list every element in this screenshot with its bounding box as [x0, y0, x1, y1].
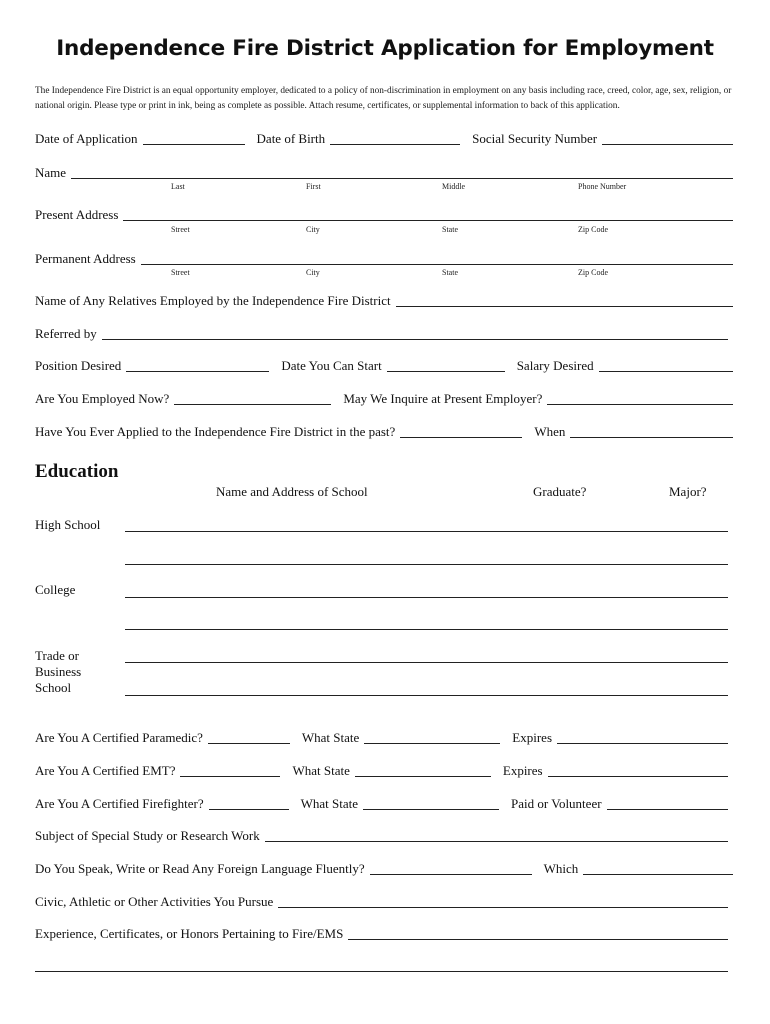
- permanent-sub-state: State: [442, 268, 458, 277]
- intro-paragraph: The Independence Fire District is an equal opportunity employer, dedicated to a policy of non-discrimination in employment on any basis including race, creed, color, age, sex, religion, or national origin. Please type or print in ink, being as complete as possible. Attach resume, certificates, or supplemental information to back of this application.: [35, 86, 732, 111]
- permanent-sub-zip: Zip Code: [578, 268, 608, 277]
- employed-now-label: Are You Employed Now?: [35, 391, 170, 406]
- emt-expires-field[interactable]: [548, 775, 728, 777]
- present-sub-state: State: [442, 225, 458, 234]
- activities-label: Civic, Athletic or Other Activities You Pursue: [35, 894, 274, 909]
- row-firefighter: [35, 796, 728, 812]
- activities-field[interactable]: [278, 906, 728, 908]
- row-relatives: [35, 293, 733, 309]
- row-referred-by: [35, 326, 728, 342]
- experience-field[interactable]: [348, 938, 728, 940]
- paramedic-field[interactable]: [208, 742, 290, 744]
- present-sub-city: City: [306, 225, 320, 234]
- inquire-label: May We Inquire at Present Employer?: [343, 391, 543, 406]
- row-emt: [35, 763, 728, 779]
- trade-label-line-3: School: [35, 680, 72, 695]
- firefighter-label: Are You A Certified Firefighter?: [35, 796, 204, 811]
- trade-school-label: [35, 648, 81, 696]
- row-position: [35, 358, 733, 374]
- which-label: Which: [543, 861, 579, 876]
- permanent-address-field[interactable]: [141, 263, 733, 265]
- present-address-field[interactable]: [123, 219, 733, 221]
- start-date-field[interactable]: [387, 370, 505, 372]
- languages-field[interactable]: [370, 873, 532, 875]
- paramedic-state-field[interactable]: [364, 742, 500, 744]
- trade-line-2[interactable]: [125, 695, 728, 696]
- paid-volunteer-field[interactable]: [607, 808, 728, 810]
- trade-label-line-2: Business: [35, 664, 82, 679]
- special-study-label: Subject of Special Study or Research Work: [35, 828, 260, 843]
- name-sub-middle: Middle: [442, 182, 466, 191]
- firefighter-state-label: What State: [300, 796, 359, 811]
- paramedic-expires-field[interactable]: [557, 742, 728, 744]
- date-of-application-label: Date of Application: [35, 131, 138, 146]
- relatives-field[interactable]: [396, 305, 733, 307]
- row-applied-before: [35, 424, 733, 440]
- name-sub-last: Last: [171, 182, 185, 191]
- permanent-sub-street: Street: [171, 268, 190, 277]
- education-heading: Education: [35, 461, 119, 482]
- position-desired-label: Position Desired: [35, 358, 122, 373]
- special-study-field[interactable]: [265, 840, 728, 842]
- row-present-address: [35, 207, 733, 223]
- present-address-label: Present Address: [35, 207, 119, 222]
- row-permanent-address: [35, 251, 733, 267]
- row-experience: [35, 926, 728, 942]
- firefighter-state-field[interactable]: [363, 808, 499, 810]
- when-field[interactable]: [570, 436, 733, 438]
- college-line-2[interactable]: [125, 629, 728, 630]
- trade-label-line-1: Trade or: [35, 648, 79, 663]
- salary-field[interactable]: [599, 370, 733, 372]
- date-of-birth-label: Date of Birth: [256, 131, 326, 146]
- experience-label: Experience, Certificates, or Honors Pertaining to Fire/EMS: [35, 926, 344, 941]
- name-field[interactable]: [71, 177, 733, 179]
- position-desired-field[interactable]: [126, 370, 269, 372]
- row-special-study: [35, 828, 728, 844]
- referred-by-field[interactable]: [102, 338, 728, 340]
- emt-label: Are You A Certified EMT?: [35, 763, 176, 778]
- form-title: Independence Fire District Application for Employment: [56, 36, 714, 61]
- high-school-line-2[interactable]: [125, 564, 728, 565]
- experience-extra-line[interactable]: [35, 971, 728, 972]
- applied-before-field[interactable]: [400, 436, 522, 438]
- salary-label: Salary Desired: [516, 358, 594, 373]
- relatives-label: Name of Any Relatives Employed by the Independence Fire District: [35, 293, 391, 308]
- present-sub-street: Street: [171, 225, 190, 234]
- firefighter-field[interactable]: [209, 808, 289, 810]
- row-name: [35, 165, 733, 181]
- present-sub-zip: Zip Code: [578, 225, 608, 234]
- graduate-column-header: Graduate?: [533, 484, 587, 499]
- inquire-field[interactable]: [547, 403, 733, 405]
- which-field[interactable]: [583, 873, 733, 875]
- employed-now-field[interactable]: [174, 403, 331, 405]
- paramedic-state-label: What State: [301, 730, 360, 745]
- row-dates: [35, 131, 733, 147]
- referred-by-label: Referred by: [35, 326, 97, 341]
- date-of-birth-field[interactable]: [330, 143, 460, 145]
- paramedic-expires-label: Expires: [512, 730, 553, 745]
- applied-before-label: Have You Ever Applied to the Independence Fire District in the past?: [35, 424, 396, 439]
- ssn-label: Social Security Number: [472, 131, 598, 146]
- ssn-field[interactable]: [602, 143, 733, 145]
- permanent-address-label: Permanent Address: [35, 251, 136, 266]
- high-school-label: High School: [35, 517, 101, 532]
- name-label: Name: [35, 165, 67, 180]
- name-sub-phone: Phone Number: [578, 182, 627, 191]
- name-sub-first: First: [306, 182, 321, 191]
- row-languages: [35, 861, 733, 877]
- date-of-application-field[interactable]: [143, 143, 245, 145]
- start-date-label: Date You Can Start: [281, 358, 382, 373]
- languages-label: Do You Speak, Write or Read Any Foreign Language Fluently?: [35, 861, 365, 876]
- trade-line-1[interactable]: [125, 662, 728, 663]
- emt-state-label: What State: [292, 763, 350, 778]
- paramedic-label: Are You A Certified Paramedic?: [35, 730, 203, 745]
- emt-field[interactable]: [180, 775, 280, 777]
- high-school-line-1[interactable]: [125, 531, 728, 532]
- major-column-header: Major?: [669, 484, 707, 499]
- school-column-header: Name and Address of School: [216, 484, 368, 499]
- row-employed: [35, 391, 733, 407]
- college-line-1[interactable]: [125, 597, 728, 598]
- when-label: When: [534, 424, 566, 439]
- row-activities: [35, 894, 728, 910]
- emt-state-field[interactable]: [355, 775, 491, 777]
- row-paramedic: [35, 730, 728, 746]
- college-label: College: [35, 582, 76, 597]
- emt-expires-label: Expires: [502, 763, 543, 778]
- permanent-sub-city: City: [306, 268, 320, 277]
- paid-volunteer-label: Paid or Volunteer: [511, 796, 602, 811]
